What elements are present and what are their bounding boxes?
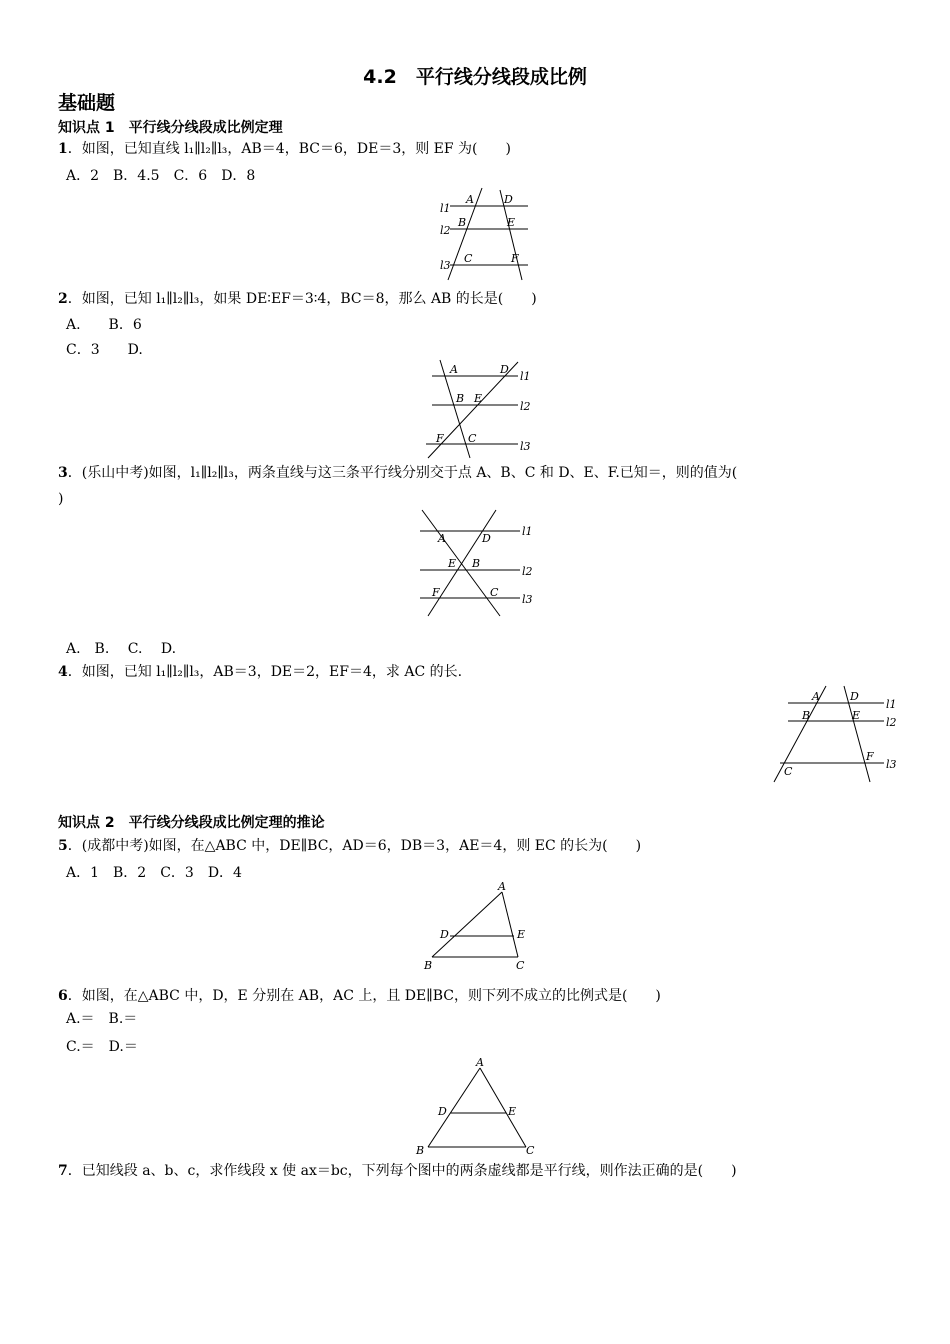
fig4-label: A: [812, 690, 820, 703]
fig2-label: B: [456, 392, 465, 405]
fig6-label: E: [508, 1105, 517, 1118]
fig1-label: A: [466, 193, 474, 206]
fig3-label: l2: [522, 565, 533, 578]
question-4: [58, 661, 462, 683]
question-2-options-row2: C．3 D.: [66, 342, 143, 358]
question-text: ．已知线段 a、b、c，求作线段 x 使 ax＝bc，下列每个图中的两条虚线都是平行线，则作法正确的是( ): [67, 1163, 737, 1179]
question-number: 4: [58, 664, 68, 680]
fig4-label: B: [802, 709, 811, 722]
fig1-label: l3: [440, 259, 451, 272]
question-2-options-row1: A. B．6: [66, 317, 142, 333]
question-text: ．如图，已知直线 l₁∥l₂∥l₃，AB＝4，BC＝6，DE＝3，则 EF 为( ): [67, 141, 511, 157]
figure-1: [436, 186, 536, 282]
fig1-label: F: [511, 252, 519, 265]
fig2-label: l3: [520, 440, 531, 453]
figure-6: [410, 1052, 540, 1158]
figure-5: [420, 878, 532, 974]
question-3: [58, 462, 737, 484]
fig1-label: E: [507, 216, 516, 229]
question-text: ．(成都中考)如图，在△ABC 中，DE∥BC，AD＝6，DB＝3，AE＝4，则 EC 的长为( ): [67, 838, 642, 854]
fig3-label: B: [472, 557, 481, 570]
question-1: [58, 138, 511, 160]
fig5-label: E: [517, 928, 526, 941]
fig4-label: l1: [886, 698, 897, 711]
question-5: [58, 835, 641, 857]
question-2: [58, 288, 537, 310]
fig3-label: C: [490, 586, 499, 599]
fig6-label: D: [438, 1105, 447, 1118]
fig1-label: D: [504, 193, 513, 206]
fig1-label: l2: [440, 224, 451, 237]
fig3-label: E: [448, 557, 457, 570]
fig4-label: D: [850, 690, 859, 703]
figure-2: [420, 358, 540, 460]
question-1-options: A．2 B．4.5 C．6 D．8: [66, 168, 256, 184]
question-5-options: A．1 B．2 C．3 D．4: [66, 865, 242, 881]
fig4-label: F: [866, 750, 874, 763]
question-number: 6: [58, 988, 68, 1004]
fig5-label: B: [424, 959, 433, 972]
question-3-options: A. B. C. D.: [66, 641, 177, 657]
fig4-label: l2: [886, 716, 897, 729]
question-text: ．如图，已知 l₁∥l₂∥l₃，如果 DE∶EF＝3∶4，BC＝8，那么 AB 的长是( ): [67, 291, 537, 307]
question-text: ．如图，已知 l₁∥l₂∥l₃，AB＝3，DE＝2，EF＝4，求 AC 的长.: [67, 664, 463, 680]
fig5-label: C: [516, 959, 525, 972]
question-text: ．(乐山中考)如图，l₁∥l₂∥l₃，两条直线与这三条平行线分别交于点 A、B、C 和 D、E、F.已知＝，则的值为(: [67, 465, 738, 481]
fig6-label: C: [526, 1144, 535, 1157]
fig3-label: F: [432, 586, 440, 599]
fig3-label: l3: [522, 593, 533, 606]
question-number: 1: [58, 141, 68, 157]
figure-3: [414, 508, 540, 618]
fig5-label: D: [440, 928, 449, 941]
fig1-label: l1: [440, 202, 451, 215]
question-6-options-row1: A.＝ B.＝: [66, 1011, 138, 1027]
fig1-label: C: [464, 252, 473, 265]
question-text: ．如图，在△ABC 中，D，E 分别在 AB，AC 上，且 DE∥BC，则下列不成立的比例式是( ): [67, 988, 661, 1004]
fig3-label: A: [438, 532, 446, 545]
fig1-label: B: [458, 216, 467, 229]
fig4-label: E: [852, 709, 861, 722]
question-6: [58, 985, 661, 1007]
fig2-label: l2: [520, 400, 531, 413]
question-number: 7: [58, 1163, 68, 1179]
fig6-label: A: [476, 1056, 484, 1069]
fig2-label: E: [474, 392, 483, 405]
fig3-label: l1: [522, 525, 533, 538]
fig2-label: D: [500, 363, 509, 376]
section-heading: 基础题: [58, 92, 116, 114]
knowledge-point-1: 知识点 1 平行线分线段成比例定理: [58, 120, 283, 136]
page-title: 4.2 平行线分线段成比例: [363, 66, 587, 88]
knowledge-point-2: 知识点 2 平行线分线段成比例定理的推论: [58, 815, 325, 831]
fig4-label: C: [784, 765, 793, 778]
question-7: [58, 1160, 737, 1182]
fig3-label: D: [482, 532, 491, 545]
figure-4: [770, 684, 900, 786]
fig2-label: A: [450, 363, 458, 376]
fig6-label: B: [416, 1144, 425, 1157]
question-number: 3: [58, 465, 68, 481]
question-6-options-row2: C.＝ D.＝: [66, 1039, 138, 1055]
question-number: 5: [58, 838, 68, 854]
question-number: 2: [58, 291, 68, 307]
fig4-label: l3: [886, 758, 897, 771]
fig2-label: C: [468, 432, 477, 445]
fig5-label: A: [498, 880, 506, 893]
fig2-label: l1: [520, 370, 531, 383]
fig2-label: F: [436, 432, 444, 445]
question-3-continued: ): [58, 491, 64, 507]
